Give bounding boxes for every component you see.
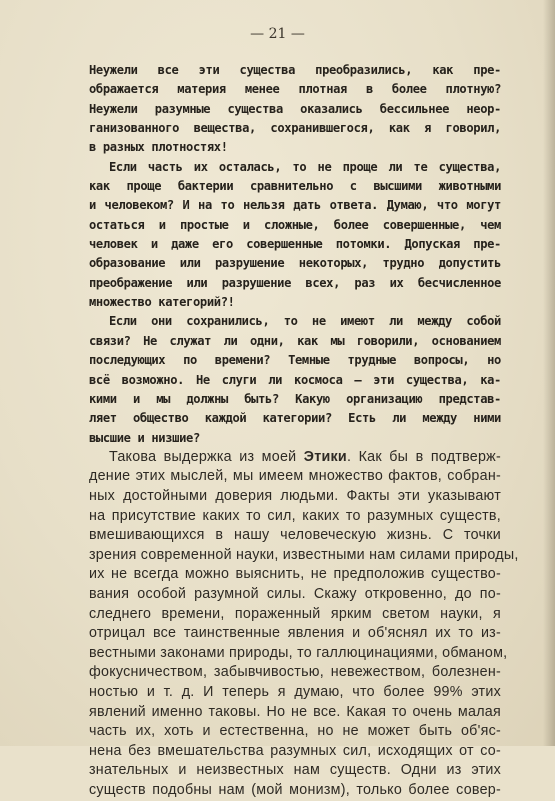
text-line: связи? Не служат ли одни, как мы говорили, основанием xyxy=(89,333,501,348)
text-line: кими и мы должны быть? Какую организацию представ- xyxy=(89,391,501,406)
text-line: часть их, хоть и естественна, но не может быть об'яс- xyxy=(89,723,501,740)
text-line: их не всегда можно выяснить, не предположив существо- xyxy=(89,566,501,583)
text-line: на присутствие каких то сил, каких то разумных существ, xyxy=(89,507,501,524)
text-line: вестными законами природы, то галлюцинациями, обманом, xyxy=(89,644,508,661)
text-line: последующих по времени? Темные трудные вопросы, но xyxy=(89,353,501,368)
text-line: вмешивающихся в нашу человеческую жизнь. С точки xyxy=(89,527,501,544)
text-line: следнего времени, пораженный ярким светом науки, я xyxy=(89,605,501,622)
text-line: зрения современной науки, известными нам силами природы, xyxy=(89,546,519,563)
bold-passage xyxy=(89,61,501,448)
text-line: преображение или разрушение всех, раз их бесчисленное xyxy=(89,275,501,290)
text-line: ностью и т. д. И теперь я думаю, что более 99% этих xyxy=(89,684,501,700)
text-line: как проще бактерии сравнительно с высшими животными xyxy=(89,179,501,194)
text-line: фокусничеством, забывчивостью, невежеством, болезнен- xyxy=(89,664,501,681)
text-line: знательных и неизвестных нам существ. Одни из этих xyxy=(89,762,501,779)
text-line: Если они сохранились, то не имеют ли между собой xyxy=(109,314,501,329)
text-line: ганизованного вещества, сохранившегося, как я говорил, xyxy=(89,121,501,136)
text-line: Если часть их осталась, то не проще ли те существа, xyxy=(109,159,501,174)
page-gutter-shadow xyxy=(543,0,555,746)
text-line: человек и даже его совершенные потомки. Допуская пре- xyxy=(89,237,501,252)
book-title-emphasis: Этики xyxy=(303,448,347,465)
text-line: Неужели разумные существа оказались бессильнее неор- xyxy=(89,101,501,116)
text-line: явлений именно таковы. Но не все. Какая то очень малая xyxy=(89,703,501,720)
page-number: — 21 — xyxy=(250,26,305,42)
text-line: Неужели все эти существа преобразились, как пре- xyxy=(89,63,501,77)
text-line xyxy=(89,448,501,468)
text-run: . Как бы в подтверж- xyxy=(346,448,501,465)
text-line: ображается материя менее плотная в более плотную? xyxy=(89,82,501,97)
text-line: образование или разрушение некоторых, трудно допустить xyxy=(89,256,501,271)
text-line: в разных плотностях! xyxy=(89,140,228,155)
text-line: остаться и простые и сложные, более совершенные, чем xyxy=(89,217,501,232)
page-text xyxy=(89,61,519,801)
text-line: высшие и низшие? xyxy=(89,430,200,445)
regular-passage xyxy=(89,448,519,801)
text-line: всё возможно. Не слуги ли космоса — эти существа, ка- xyxy=(89,372,501,387)
text-line: дение этих мыслей, мы имеем множество фактов, собран- xyxy=(89,468,501,485)
text-line: отрицал все таинственные явления и об'яснял их то из- xyxy=(89,625,501,642)
text-line: ляет общество каждой категории? Есть ли между ними xyxy=(89,411,501,426)
text-run: Такова выдержка из моей xyxy=(109,448,304,465)
text-line: нена без вмешательства разумных сил, исходящих от со- xyxy=(89,742,501,759)
text-line: существ подобны нам (мой монизм), только более совер- xyxy=(89,781,501,798)
text-line: вания особой разумной силы. Скажу откровенно, до по- xyxy=(89,586,501,603)
text-line: множество категорий?! xyxy=(89,295,235,310)
text-line: ных достойными доверия людьми. Факты эти указывают xyxy=(89,488,501,505)
text-line: и человеком? И на то нельзя дать ответа. Думаю, что могут xyxy=(89,198,501,213)
